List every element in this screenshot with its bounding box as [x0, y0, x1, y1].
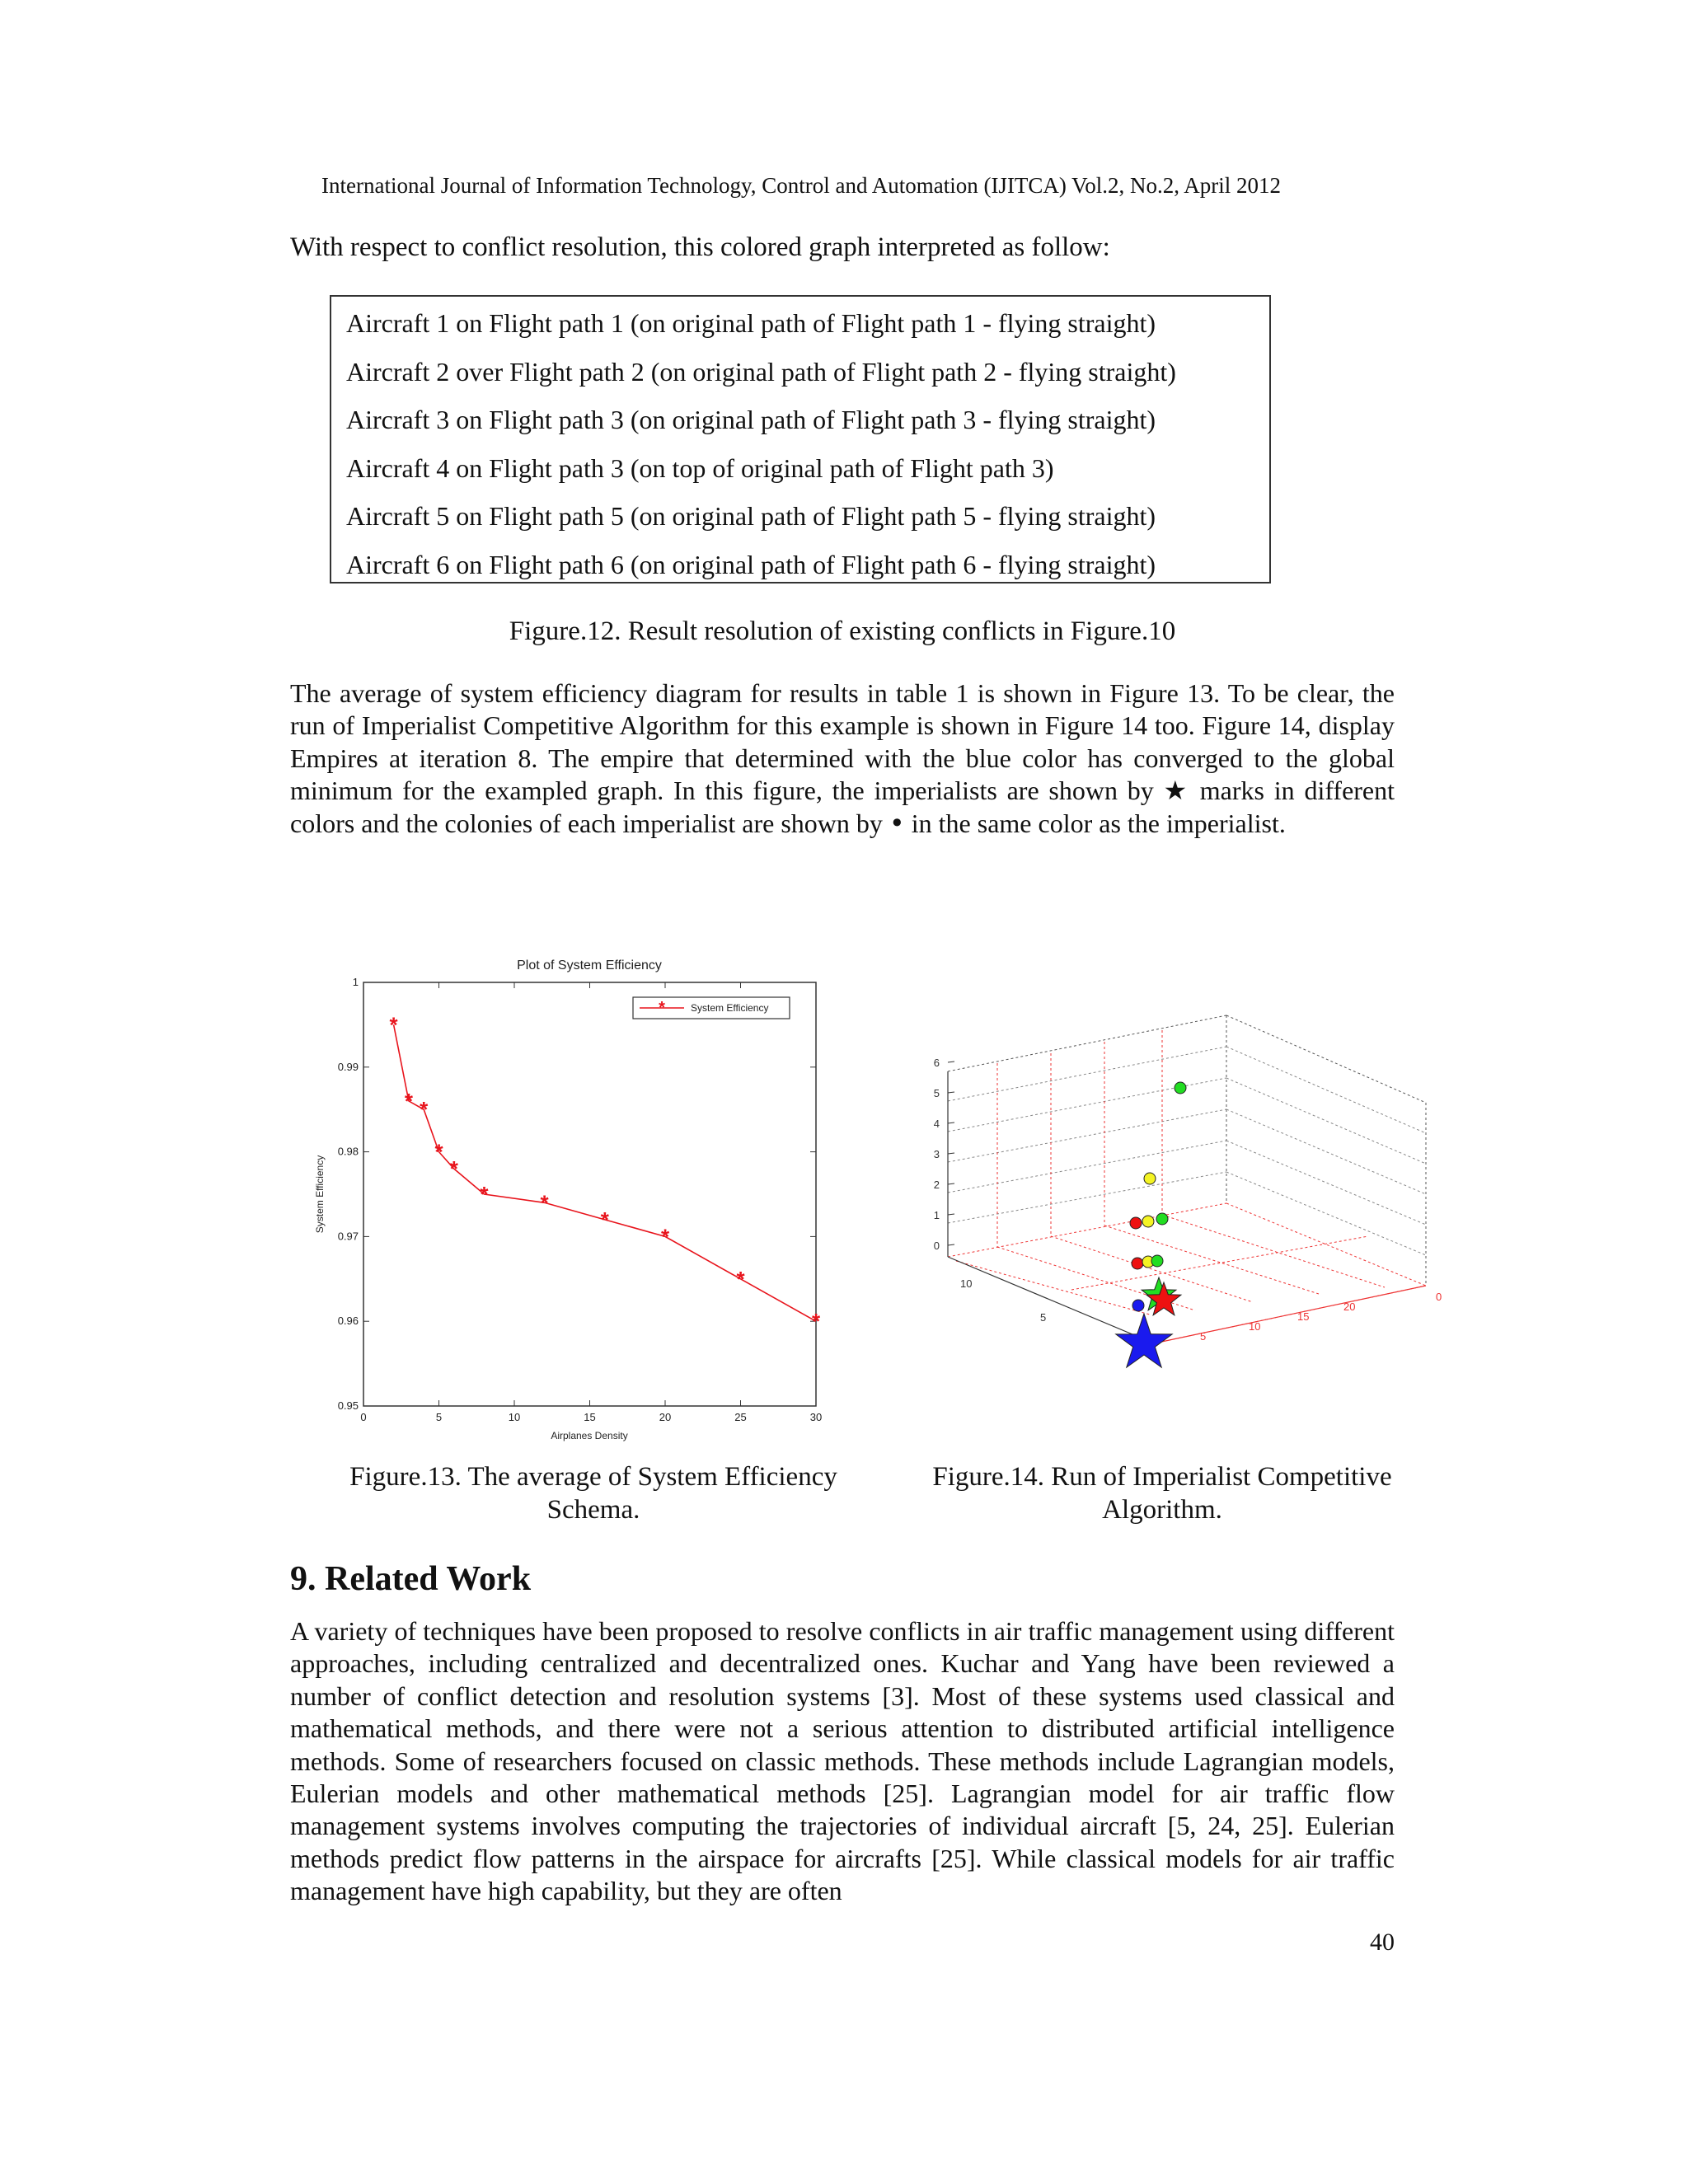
x-tick-20: 20	[1343, 1301, 1356, 1313]
x-tick-label: 25	[734, 1411, 747, 1423]
z-tick-mark	[948, 1092, 954, 1093]
floor-grid	[956, 1261, 1150, 1315]
paragraph-1-text-a: The average of system efficiency diagram for results in table 1 is shown in Figure 13. To be clear, the run of Imperialist Competitive Algorithm for this example is shown in Figure 14 too. Figure 14, display Empires at iteration 8. The empire that determined with the blue color has converged to the global minimum for the exampled graph. In this figure, the imperialists are shown by	[290, 678, 1395, 806]
floor-right-back-edge	[1226, 1203, 1426, 1286]
plot-frame	[363, 982, 816, 1406]
y-axis-label: System Efficiency	[314, 1155, 326, 1234]
x-axis-label: Airplanes Density	[551, 1430, 628, 1441]
colony-point-green	[1151, 1255, 1163, 1267]
x-tick-label: 10	[508, 1411, 521, 1423]
imperialist-star-red-icon	[1146, 1282, 1181, 1315]
z-tick-label: 5	[933, 1087, 940, 1099]
data-point-marker: *	[480, 1182, 489, 1207]
y-tick-label: 0.95	[337, 1399, 359, 1412]
z-tick-label: 0	[933, 1240, 940, 1252]
aircraft-line-2: Aircraft 2 over Flight path 2 (on original path of Flight path 2 - flying straight)	[346, 356, 1176, 387]
paragraph-1-text-c: in the same color as the imperialist.	[904, 808, 1286, 838]
chart-legend	[633, 997, 790, 1019]
x-tick-15: 15	[1297, 1310, 1310, 1323]
aircraft-resolution-box	[330, 295, 1271, 583]
grid-line	[1226, 1078, 1426, 1164]
aircraft-line-5: Aircraft 5 on Flight path 5 (on original path of Flight path 5 - flying straight)	[346, 501, 1156, 531]
x-tick-10: 10	[1249, 1320, 1261, 1333]
colony-point-yellow	[1142, 1216, 1154, 1227]
x-tick-0: 0	[1436, 1291, 1442, 1303]
colony-markers	[1130, 1082, 1186, 1311]
related-work-text: A variety of techniques have been proposed to resolve conflicts in air traffic management using different approaches, including centralized and decentralized ones. Kuchar and Yang have been reviewed a number of conflict detection and resolution systems [3]. Most of these systems used classical and mathematical methods, and there were not a serious attention to distributed artificial intelligence methods. Some of researchers focused on classic methods. These methods include Lagrangian models, Eulerian models and other mathematical methods [25]. Lagrangian model for air traffic flow management systems involves computing the trajectories of individual aircraft [5, 24, 25]. Eulerian methods predict flow patterns in the airspace for aircrafts [25]. While classical models for air traffic management have high capability, but they are often	[290, 1616, 1395, 1906]
floor-front-grid	[1071, 1236, 1368, 1290]
page-number: 40	[1370, 1929, 1395, 1956]
x-tick-label: 0	[360, 1411, 367, 1423]
3d-axes-box	[948, 1015, 1426, 1343]
y-tick-label: 1	[352, 976, 359, 988]
z-tick-label: 6	[933, 1057, 940, 1069]
data-point-marker: *	[540, 1190, 549, 1216]
data-point-marker: *	[389, 1012, 398, 1038]
colony-point-yellow	[1144, 1173, 1156, 1184]
y-tick-10: 10	[960, 1277, 973, 1290]
colony-point-red	[1132, 1258, 1143, 1269]
z-tick-mark	[948, 1214, 954, 1215]
colony-point-blue	[1132, 1300, 1144, 1311]
grid-line	[948, 1109, 1226, 1162]
z-tick-label: 3	[933, 1148, 940, 1160]
grid-line	[1226, 1141, 1426, 1225]
colony-point-green	[1156, 1213, 1168, 1225]
floor-back-edge	[948, 1203, 1226, 1257]
aircraft-line-1: Aircraft 1 on Flight path 1 (on original path of Flight path 1 - flying straight)	[346, 308, 1156, 338]
z-tick-label: 2	[933, 1179, 940, 1191]
floor-grid	[1162, 1215, 1385, 1287]
x-axis-line	[1154, 1286, 1426, 1343]
intro-sentence: With respect to conflict resolution, this colored graph interpreted as follow:	[290, 232, 1110, 262]
z-tick-label: 4	[933, 1118, 940, 1130]
colony-point-red	[1130, 1217, 1142, 1229]
grid-line	[948, 1172, 1226, 1223]
chart-title: Plot of System Efficiency	[517, 958, 662, 972]
related-work-paragraph	[290, 1615, 1395, 1908]
y-tick-5: 5	[1040, 1311, 1047, 1324]
y-tick-label: 0.98	[337, 1145, 359, 1158]
figure-14-chart	[898, 1001, 1459, 1389]
legend-label: System Efficiency	[691, 1002, 769, 1014]
running-header: International Journal of Information Technology, Control and Automation (IJITCA) Vol.2, No.2, April 2012	[321, 173, 1281, 198]
grid-line	[948, 1047, 1226, 1101]
aircraft-line-6: Aircraft 6 on Flight path 6 (on original path of Flight path 6 - flying straight)	[346, 549, 1156, 579]
data-point-marker: *	[434, 1139, 443, 1165]
back-grid-top	[948, 1015, 1226, 1071]
back-grid-top-right	[1226, 1015, 1426, 1103]
z-tick-label: 1	[933, 1209, 940, 1221]
figure-13-caption: Figure.13. The average of System Efficiency Schema.	[349, 1462, 837, 1525]
aircraft-line-4: Aircraft 4 on Flight path 3 (on top of original path of Flight path 3)	[346, 452, 1054, 483]
y-tick-label: 0.97	[337, 1230, 359, 1243]
legend-marker-icon: *	[659, 999, 665, 1017]
colony-point-green	[1175, 1082, 1186, 1094]
z-tick-mark	[948, 1122, 954, 1123]
y-tick-label: 0.99	[337, 1060, 359, 1073]
x-tick-label: 5	[435, 1411, 443, 1423]
body-paragraph-1	[290, 677, 1395, 840]
x-tick-5: 5	[1200, 1330, 1207, 1343]
aircraft-line-3: Aircraft 3 on Flight path 3 (on original path of Flight path 3 - flying straight)	[346, 405, 1156, 434]
data-point-marker: *	[811, 1309, 821, 1334]
dot-mark-icon: •	[889, 807, 905, 839]
figure-12-caption: Figure.12. Result resolution of existing conflicts in Figure.10	[509, 616, 1176, 646]
data-point-marker: *	[660, 1224, 670, 1249]
data-point-marker: *	[420, 1097, 429, 1122]
y-axis-line	[948, 1257, 1154, 1343]
y-tick-label: 0.96	[337, 1315, 359, 1328]
data-point-marker: *	[600, 1207, 609, 1232]
x-tick-label: 15	[584, 1411, 596, 1423]
data-point-marker: *	[736, 1266, 745, 1291]
section-heading: 9. Related Work	[290, 1560, 532, 1598]
figure-13-chart	[305, 948, 832, 1442]
star-mark-icon: ★	[1163, 775, 1191, 807]
grid-line	[1226, 1172, 1426, 1255]
x-tick-label: 30	[809, 1411, 823, 1423]
paragraph-1-text-b: marks in different colors and the colonies of each imperialist are shown by	[290, 776, 1395, 838]
z-tick-mark	[948, 1153, 954, 1154]
data-point-marker: *	[404, 1088, 413, 1113]
grid-line	[948, 1141, 1226, 1193]
figure-14-caption: Figure.14. Run of Imperialist Competitive Algorithm.	[932, 1462, 1392, 1525]
grid-line	[1226, 1109, 1426, 1194]
data-point-marker: *	[449, 1156, 458, 1182]
z-tick-mark	[948, 1183, 954, 1184]
x-tick-label: 20	[659, 1411, 672, 1423]
imperialist-star-blue-icon	[1116, 1314, 1172, 1367]
z-tick-mark	[948, 1244, 954, 1245]
imperialist-markers	[1116, 1277, 1181, 1367]
